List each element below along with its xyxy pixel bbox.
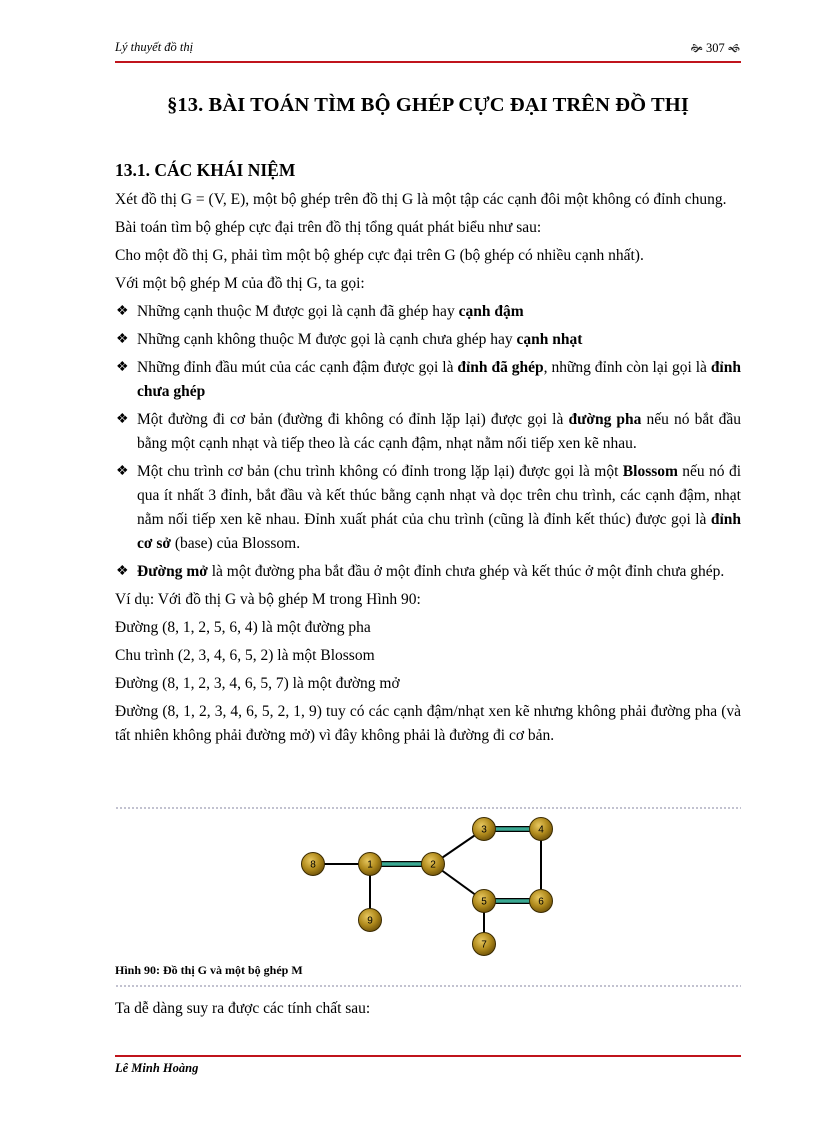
paragraph: Cho một đồ thị G, phải tìm một bộ ghép cực đại trên G (bộ ghép có nhiều cạnh nhất).	[115, 247, 644, 264]
svg-text:6: 6	[538, 896, 544, 908]
header-rule	[115, 61, 741, 63]
svg-text:8: 8	[310, 859, 316, 871]
chapter-title: §13. BÀI TOÁN TÌM BỘ GHÉP CỰC ĐẠI TRÊN ĐỒ THỊ	[167, 94, 689, 116]
ornament-right-icon: 🙜	[727, 43, 740, 55]
main-content	[115, 158, 741, 752]
vertex-9	[359, 909, 382, 932]
term-bold: đỉnh chưa ghép	[137, 359, 741, 400]
vertex-5	[473, 890, 496, 913]
bullet-item: ❖ Một chu trình cơ bản (chu trình không có đỉnh trong lặp lại) được gọi là một Blossom nếu nó đi qua ít nhất 3 đỉnh, bắt đầu và kết thúc bằng cạnh nhạt và dọc trên chu trình, các cạnh đậm, nhạt nằm nối tiếp xen kẽ nhau. Đỉnh xuất phát của chu trình (cũng là đỉnh kết thúc) được gọi là đỉnh cơ sở (base) của Blossom.	[115, 460, 741, 556]
svg-text:5: 5	[481, 896, 487, 908]
example-intro: Ví dụ: Với đồ thị G và bộ ghép M trong Hình 90:	[115, 591, 421, 608]
page-number: 307	[705, 41, 725, 55]
svg-text:3: 3	[481, 824, 487, 836]
term-bold: cạnh đậm	[458, 303, 524, 320]
figure-caption: Hình 90: Đồ thị G và một bộ ghép M	[115, 963, 303, 977]
bullet-item: ❖ Một đường đi cơ bản (đường đi không có đỉnh lặp lại) được gọi là đường pha nếu nó bắt đầu bằng một cạnh nhạt và tiếp theo là các cạnh đậm, nhạt nằm nối tiếp xen kẽ nhau.	[115, 408, 741, 456]
term-bold: đỉnh đã ghép	[457, 359, 544, 376]
bullet-item: ❖ Những đỉnh đầu mút của các cạnh đậm được gọi là đỉnh đã ghép, những đỉnh còn lại gọi là đỉnh chưa ghép	[115, 356, 741, 404]
example-line: Đường (8, 1, 2, 5, 6, 4) là một đường pha	[115, 619, 371, 636]
bullet-diamond-icon: ❖	[116, 304, 129, 319]
example-line: Đường (8, 1, 2, 3, 4, 6, 5, 2, 1, 9) tuy có các cạnh đậm/nhạt xen kẽ nhưng không phải đường pha (và tất nhiên không phải đường mở) vì đây không phải là đường đi cơ bản.	[115, 703, 741, 744]
bullet-item: ❖ Đường mở là một đường pha bắt đầu ở một đỉnh chưa ghép và kết thúc ở một đỉnh chưa ghép.	[115, 560, 741, 584]
bullet-diamond-icon: ❖	[116, 464, 129, 479]
svg-text:1: 1	[367, 859, 373, 871]
ornament-left-icon: 🙞	[690, 43, 703, 55]
figure-bottom-divider	[115, 984, 741, 988]
vertex-8	[302, 853, 325, 876]
term-bold: Đường mở	[137, 563, 208, 580]
svg-text:2: 2	[430, 859, 436, 871]
graph-figure	[115, 812, 741, 962]
term-bold: Blossom	[622, 463, 678, 480]
bullet-diamond-icon: ❖	[116, 412, 129, 427]
figure-top-divider	[115, 806, 741, 810]
bullet-item: ❖ Những cạnh không thuộc M được gọi là cạnh chưa ghép hay cạnh nhạt	[115, 328, 741, 352]
bullet-item: ❖ Những cạnh thuộc M được gọi là cạnh đã ghép hay cạnh đậm	[115, 300, 741, 324]
term-bold: đỉnh cơ sở	[137, 511, 741, 552]
footer-rule	[115, 1055, 741, 1057]
vertex-7	[473, 933, 496, 956]
svg-text:7: 7	[481, 939, 487, 951]
term-bold: đường pha	[568, 411, 642, 428]
paragraph: Với một bộ ghép M của đồ thị G, ta gọi:	[115, 275, 365, 292]
vertex-1	[359, 853, 382, 876]
bullet-diamond-icon: ❖	[116, 564, 129, 579]
example-line: Chu trình (2, 3, 4, 6, 5, 2) là một Blossom	[115, 647, 375, 664]
paragraph: Xét đồ thị G = (V, E), một bộ ghép trên đồ thị G là một tập các cạnh đôi một không có đỉnh chung.	[115, 191, 727, 208]
example-line: Đường (8, 1, 2, 3, 4, 6, 5, 7) là một đường mở	[115, 675, 400, 692]
footer-author: Lê Minh Hoàng	[115, 1061, 199, 1075]
header-book-title: Lý thuyết đồ thị	[115, 40, 194, 54]
paragraph: Ta dễ dàng suy ra được các tính chất sau:	[115, 1000, 371, 1017]
graph-diagram	[115, 812, 741, 962]
section-heading: 13.1. CÁC KHÁI NIỆM	[115, 160, 296, 180]
bullet-diamond-icon: ❖	[116, 332, 129, 347]
header-page-number-group	[691, 40, 740, 59]
vertex-3	[473, 818, 496, 841]
term-bold: cạnh nhạt	[516, 331, 583, 348]
paragraph: Bài toán tìm bộ ghép cực đại trên đồ thị tổng quát phát biểu như sau:	[115, 219, 542, 236]
vertex-4	[530, 818, 553, 841]
svg-text:9: 9	[367, 915, 373, 927]
vertex-6	[530, 890, 553, 913]
page-header	[115, 40, 740, 60]
svg-text:4: 4	[538, 824, 544, 836]
bullet-diamond-icon: ❖	[116, 360, 129, 375]
vertex-2	[422, 853, 445, 876]
